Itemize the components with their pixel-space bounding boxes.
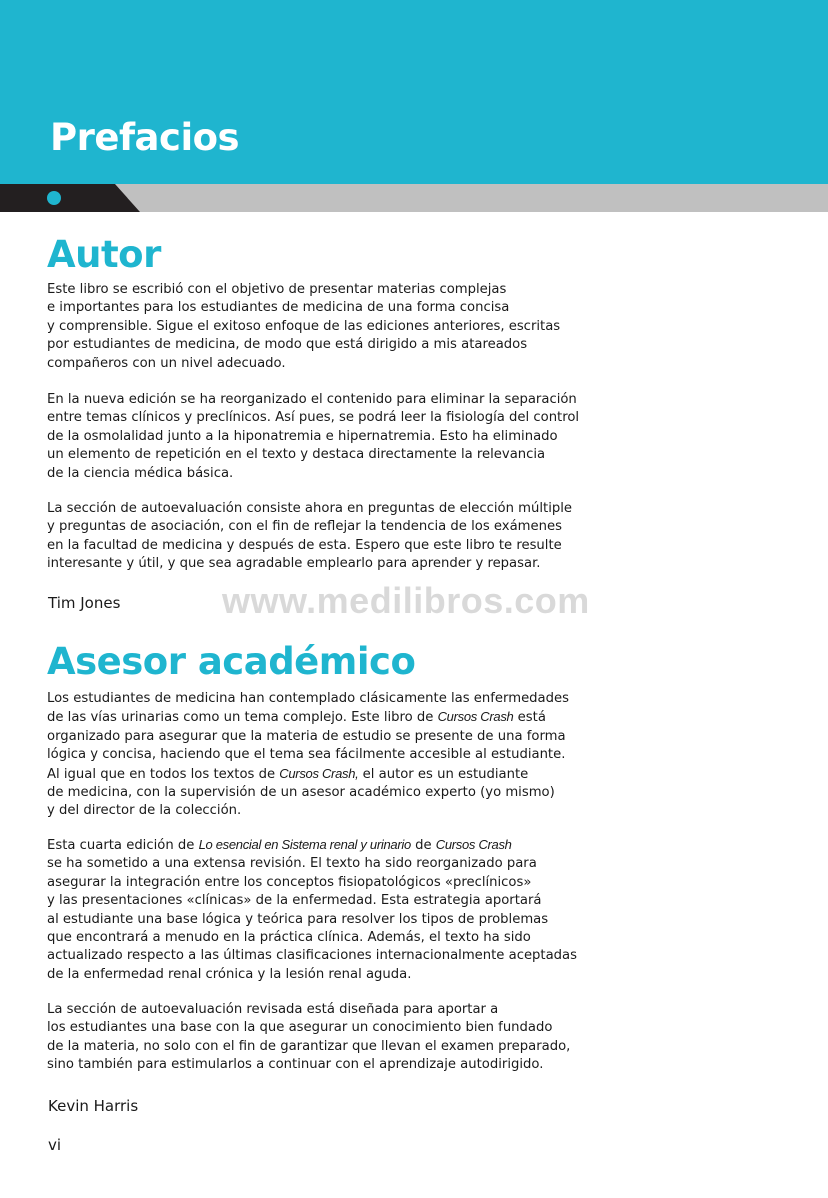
author-signature: Tim Jones [48,594,121,612]
advisor-paragraph-3: La sección de autoevaluación revisada está diseñada para aportar a los estudiantes una base con la que asegurar un conocimiento bien fundado de la materia, no solo con el fin de garantizar que llevan el examen preparado, sino también para estimularlos a continuar con el aprendizaje autodirigido. [47,1002,571,1073]
chapter-title: Prefacios [50,116,240,159]
advisor-paragraph-2: Esta cuarta edición de Lo esencial en Sistema renal y urinario de Cursos Crash se ha sometido a una extensa revisión. El texto ha sido reorganizado para asegurar la integración entre los conceptos fisiopatológicos «preclínicos» y las presentaciones «clínicas» de la enfermedad. Esta estrategia aportará al estudiante una base lógica y teórica para resolver los tipos de problemas que encontrará a menudo en la práctica clínica. Además, el texto ha sido actualizado respecto a las últimas clasificaciones internacionalmente aceptadas de la enfermedad renal crónica y la lesión renal aguda. [47,837,578,982]
author-paragraph-1: Este libro se escribió con el objetivo de presentar materias complejas e importantes para los estudiantes de medicina de una forma concisa y comprensible. Sigue el exitoso enfoque de las ediciones anteriores, escritas por estudiantes de medicina, de modo que está dirigido a mis atareados compañeros con un nivel adecuado. [47,282,561,371]
band-dark-segment [0,184,828,212]
section-title-author: Autor [47,233,161,276]
page-number: vi [48,1136,62,1154]
advisor-paragraph-1: Los estudiantes de medicina han contemplado clásicamente las enfermedades de las vías urinarias como un tema complejo. Este libro de Cursos Crash está organizado para asegurar que la materia de estudio se presente de una forma lógica y concisa, haciendo que el tema sea fácilmente accesible al estudiante. Al igual que en todos los textos de Cursos Crash, el autor es un estudiante de medicina, con la supervisión de un asesor académico experto (yo mismo) y del director de la colección. [47,691,569,819]
author-paragraph-2: En la nueva edición se ha reorganizado el contenido para eliminar la separación entre temas clínicos y preclínicos. Así pues, se podrá leer la fisiología del control de la osmolalidad junto a la hiponatremia e hipernatremia. Esto ha eliminado un elemento de repetición en el texto y destaca directamente la relevancia de la ciencia médica básica. [47,392,580,481]
section-title-advisor: Asesor académico [47,640,416,683]
band-dot-icon [47,191,61,205]
watermark-text: www.medilibros.com [222,580,590,621]
advisor-signature: Kevin Harris [48,1097,139,1115]
chapter-header-banner [0,0,828,184]
header-band [0,184,828,212]
author-paragraph-3: La sección de autoevaluación consiste ahora en preguntas de elección múltiple y preguntas de asociación, con el fin de reflejar la tendencia de los exámenes en la facultad de medicina y después de esta. Espero que este libro te resulte interesante y útil, y que sea agradable emplearlo para aprender y repasar. [47,501,573,572]
